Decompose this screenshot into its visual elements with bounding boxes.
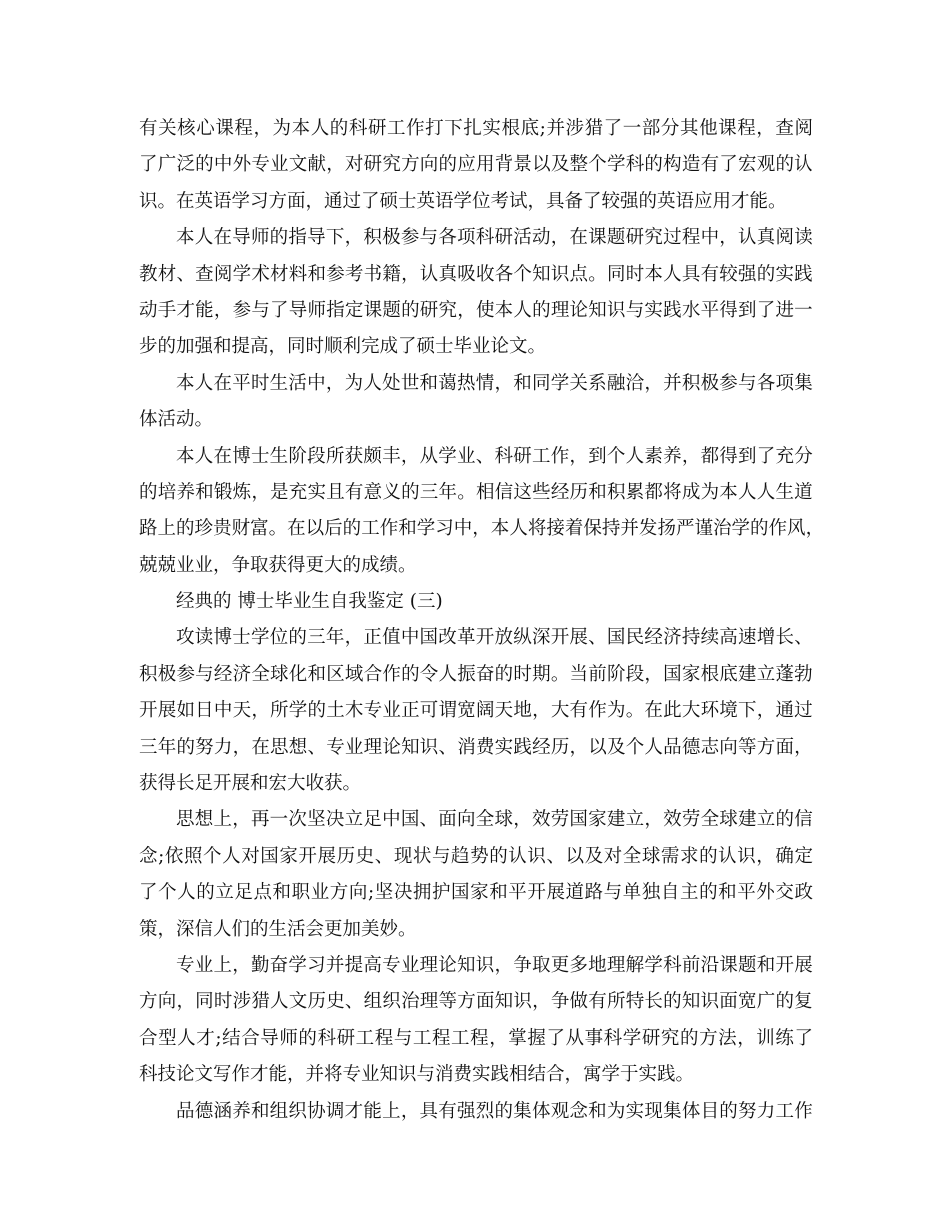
text-line: 有 关 核 心 课 程 ， 为 本 人 的 科 研 工 作 打 下 扎 实 根 底 ; 并 涉 猎 了 一 部 分 其 他 课 程 ， 查 阅 xyxy=(139,118,813,139)
text-line: 动 手 才 能 ， 参 与 了 导 师 指 定 课 题 的 研 究 ， 使 本 人 的 理 论 知 识 与 实 践 水 平 得 到 了 进 一 xyxy=(139,299,813,321)
text-line: 了 个 人 的 立 足 点 和 职 业 方 向 ; 坚 决 拥 护 国 家 和 平 开 展 道 路 与 单 独 自 主 的 和 平 外 交 政 xyxy=(139,882,813,904)
text-line: 获得长足开展和宏大收获。 xyxy=(139,773,362,795)
text-line: 策，深信人们的生活会更加美妙。 xyxy=(139,918,417,940)
document-body xyxy=(139,111,825,1130)
text-line: 念 ; 依 照 个 人 对 国 家 开 展 历 史 、 现 状 与 趋 势 的 认 识 、 以 及 对 全 球 需 求 的 认 识 ， 确 定 xyxy=(139,845,813,867)
text-line: 步的加强和提高，同时顺利完成了硕士毕业论文。 xyxy=(139,336,547,358)
section-heading: 经典的 博士毕业生自我鉴定 (三) xyxy=(176,591,443,613)
text-line: 开 展 如 日 中 天 ， 所 学 的 土 木 专 业 正 可 谓 宽 阔 天 地 ， 大 有 作 为 。 在 此 大 环 境 下 ， 通 过 xyxy=(139,700,813,722)
text-line: 思 想 上 ， 再 一 次 坚 决 立 足 中 国 、 面 向 全 球 ， 效 劳 国 家 建 立 ， 效 劳 全 球 建 立 的 信 xyxy=(176,809,813,831)
text-line: 了 广 泛 的 中 外 专 业 文 献 ， 对 研 究 方 向 的 应 用 背 景 以 及 整 个 学 科 的 构 造 有 了 宏 观 的 认 xyxy=(139,154,813,176)
text-line: 攻 读 博 士 学 位 的 三 年 ， 正 值 中 国 改 革 开 放 纵 深 开 展 、 国 民 经 济 持 续 高 速 增 长 、 xyxy=(176,627,813,649)
text-line: 识。在英语学习方面，通过了硕士英语学位考试，具备了较强的英语应用才能。 xyxy=(139,190,787,212)
text-line: 本 人 在 博 士 生 阶 段 所 获 颇 丰 ， 从 学 业 、 科 研 工 作 ， 到 个 人 素 养 ， 都 得 到 了 充 分 xyxy=(176,445,813,467)
text-line: 方 向 ， 同 时 涉 猎 人 文 历 史 、 组 织 治 理 等 方 面 知 识 ， 争 做 有 所 特 长 的 知 识 面 宽 广 的 复 xyxy=(139,991,813,1013)
text-line: 合 型 人 才 ; 结 合 导 师 的 科 研 工 程 与 工 程 工 程 ， 掌 握 了 从 事 科 学 研 究 的 方 法 ， 训 练 了 xyxy=(139,1027,813,1049)
text-line: 路 上 的 珍 贵 财 富 。 在 以 后 的 工 作 和 学 习 中 ， 本 人 将 接 着 保 持 并 发 扬 严 谨 治 学 的 作 风 ， xyxy=(139,518,825,540)
text-line: 兢兢业业，争取获得更大的成绩。 xyxy=(139,554,417,576)
text-line: 专 业 上 ， 勤 奋 学 习 并 提 高 专 业 理 论 知 识 ， 争 取 更 多 地 理 解 学 科 前 沿 课 题 和 开 展 xyxy=(176,954,813,976)
text-line: 品 德 涵 养 和 组 织 协 调 才 能 上 ， 具 有 强 烈 的 集 体 观 念 和 为 实 现 集 体 目 的 努 力 工 作 xyxy=(176,1100,813,1122)
text-line: 三 年 的 努 力 ， 在 思 想 、 专 业 理 论 知 识 、 消 费 实 践 经 历 ， 以 及 个 人 品 德 志 向 等 方 面 ， xyxy=(139,736,813,758)
text-line: 科技论文写作才能，并将专业知识与消费实践相结合，寓学于实践。 xyxy=(139,1064,695,1086)
text-line: 本 人 在 导 师 的 指 导 下 ， 积 极 参 与 各 项 科 研 活 动 ， 在 课 题 研 究 过 程 中 ， 认 真 阅 读 xyxy=(176,227,813,249)
text-line: 体活动。 xyxy=(139,409,214,431)
text-line: 教 材 、 查 阅 学 术 材 料 和 参 考 书 籍 ， 认 真 吸 收 各 个 知 识 点 。 同 时 本 人 具 有 较 强 的 实 践 xyxy=(139,263,813,285)
text-line: 本 人 在 平 时 生 活 中 ， 为 人 处 世 和 蔼 热 情 ， 和 同 学 关 系 融 洽 ， 并 积 极 参 与 各 项 集 xyxy=(176,372,813,394)
text-line: 的 培 养 和 锻 炼 ， 是 充 实 且 有 意 义 的 三 年 。 相 信 这 些 经 历 和 积 累 都 将 成 为 本 人 人 生 道 xyxy=(139,481,813,503)
text-line: 积 极 参 与 经 济 全 球 化 和 区 域 合 作 的 令 人 振 奋 的 时 期 。 当 前 阶 段 ， 国 家 根 底 建 立 蓬 勃 xyxy=(139,663,813,685)
